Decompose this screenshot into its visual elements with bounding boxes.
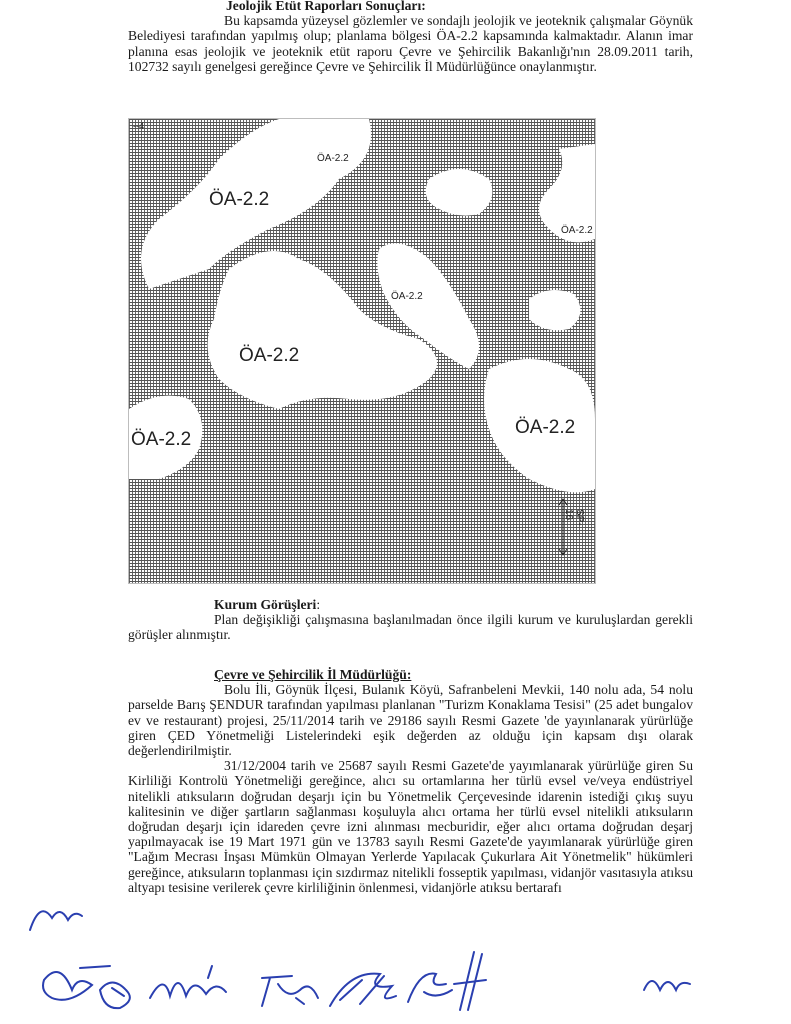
signature-right <box>644 981 690 990</box>
institution-section <box>128 597 693 643</box>
geology-heading: Jeolojik Etüt Raporları Sonuçları: <box>226 0 426 13</box>
environment-heading: Çevre ve Şehircilik İl Müdürlüğü: <box>214 667 412 682</box>
geology-paragraph: Bu kapsamda yüzeysel gözlemler ve sondajlı jeolojik ve jeoteknik çalışmalar Göynük Belediyesi tarafından yapılmış olup; planlama bölgesi ÖA-2.2 kapsamında kalmaktadır. Alanın imar planına esas jeolojik ve jeoteknik etüt raporu Çevre ve Şehircilik Bakanlığı'nın 28.09.2011 tarih, 102732 sayılı genelgesi gereğince Çevre ve Şehircilik İl Müdürlüğünce onaylanmıştır. <box>128 13 693 74</box>
signature <box>100 983 130 1009</box>
institution-heading: Kurum Görüşleri: <box>214 597 321 612</box>
map-hatch-graphic <box>129 119 595 583</box>
signature <box>408 974 452 1002</box>
section-arrow-icon <box>557 497 569 557</box>
map-label-zone: ÖA-2.2 <box>515 417 576 438</box>
map-label-zone: ÖA-2.2 <box>131 429 192 450</box>
signature <box>150 966 226 998</box>
signature <box>43 966 110 1000</box>
geology-section <box>128 0 693 74</box>
signature <box>262 976 318 1006</box>
environment-section <box>128 667 693 895</box>
map-label-zone: ÖA-2.2 <box>561 225 593 236</box>
institution-paragraph: Plan değişikliği çalışmasına başlanılmadan önce ilgili kurum ve kuruluşlardan gerekli görüşler alınmıştır. <box>128 612 693 643</box>
map-label-zone: ÖA-2.2 <box>391 291 423 302</box>
signatures-graphic <box>0 880 791 1024</box>
map-corner-mark: --4 <box>133 121 144 131</box>
section-mark: SP-16 <box>563 509 585 526</box>
signature-left <box>30 911 82 930</box>
geology-map <box>128 118 596 584</box>
environment-paragraph-1: Bolu İli, Göynük İlçesi, Bulanık Köyü, Safranbeleni Mevkii, 140 nolu ada, 54 nolu parselde Barış ŞENDUR tarafından yapılması planlanan "Turizm Konaklama Tesisi" (25 adet bungalov ev ve restaurant) projesi, 25/11/2014 tarih ve 29186 sayılı Resmi Gazete 'de yayınlanarak yürürlüğe giren ÇED Yönetmeliği Listelerindeki eşik değerden az olduğu için kapsam dışı olarak değerlendirilmiştir. <box>128 682 693 759</box>
map-label-zone: ÖA-2.2 <box>239 345 300 366</box>
environment-paragraph-2: 31/12/2004 tarih ve 25687 sayılı Resmi Gazete'de yayımlanarak yürürlüğe giren Su Kirliliği Kontrolü Yönetmeliği gereğince, alıcı su ortamlarına her türlü evsel ve/veya endüstriyel nitelikli atıksuların doğrudan deşarjı için bu Yönetmelik Çerçevesinde idarenin istediği çıkış suyu kalitesinin ve diğer şartların sağlanması koşuluyla alıcı ortama her türlü evsel nitelikli atıksuların doğrudan deşarjı için idareden çevre izni alınması mecburidir, eğer alıcı ortama doğrudan deşarj yapılmayacak ise 19 Mart 1971 gün ve 13783 sayılı Resmi Gazete'de yayımlanarak yürürlüğe giren "Lağım Mecrası İnşası Mümkün Olmayan Yerlerde Yapılacak Çukurlara Ait Yönetmelik" hükümleri gereğince, atıksuların toplanması için sızdırmaz nitelikli fosseptik yapılması, vidanjör vasıtasıyla atıksu altyapı tesisine verilerek çevre kirliliğinin önlenmesi, vidanjörle atıksu bertarafı <box>128 758 693 895</box>
signature <box>330 974 396 1006</box>
map-label-zone: ÖA-2.2 <box>209 189 270 210</box>
map-label-zone: ÖA-2.2 <box>317 153 349 164</box>
signature <box>454 952 486 1010</box>
